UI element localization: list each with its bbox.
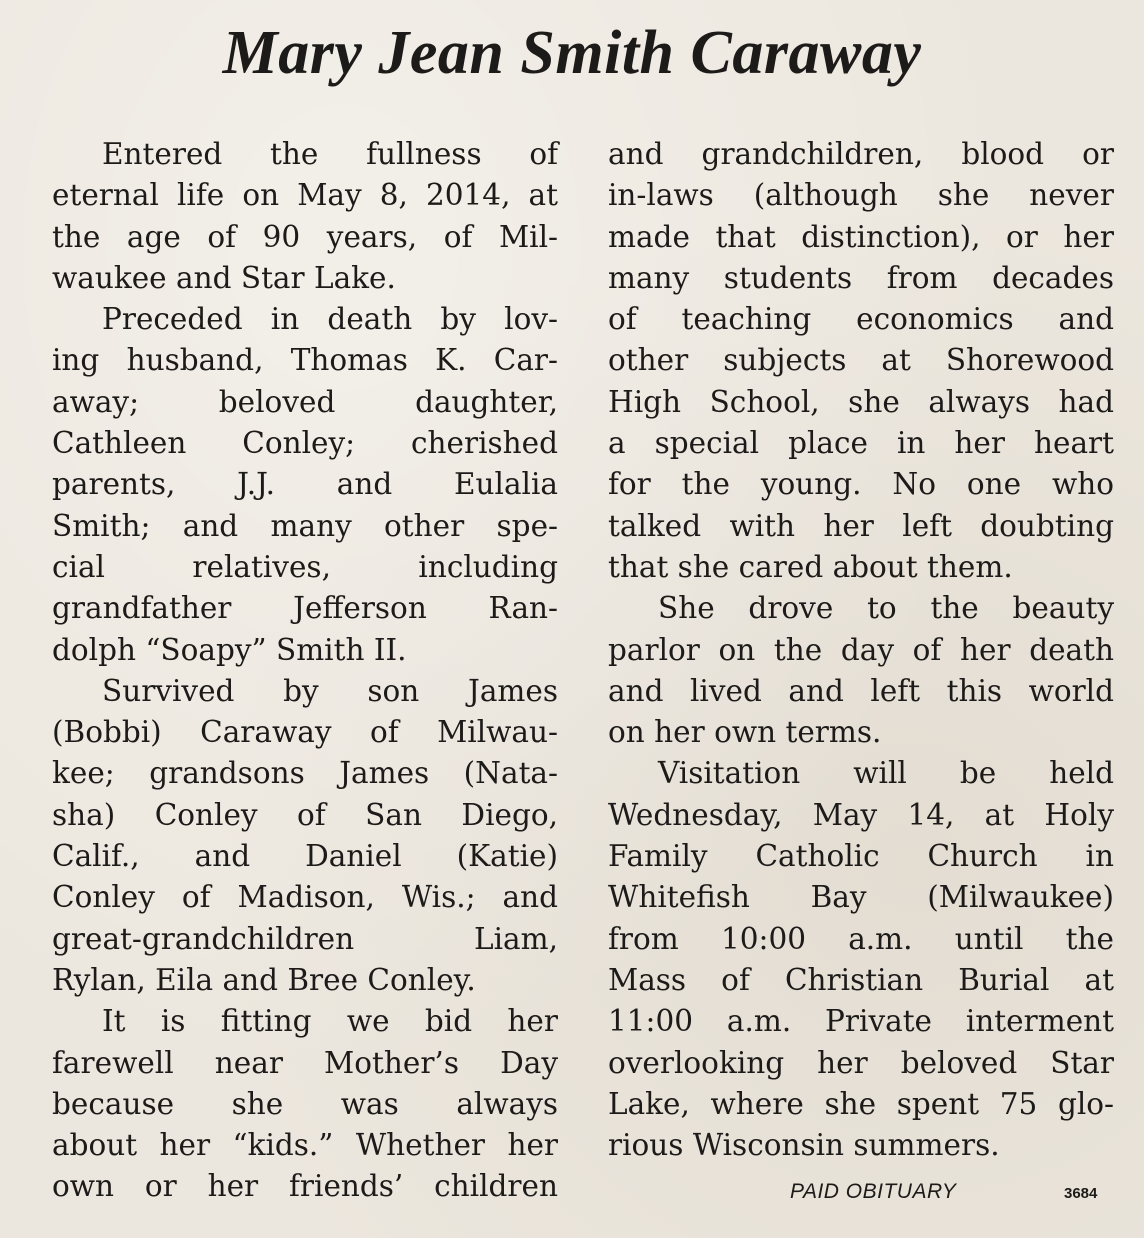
paragraph-line: and grandchildren, blood or xyxy=(608,137,1114,171)
paragraph-line: Rylan, Eila and Bree Conley. xyxy=(52,962,476,997)
paragraph-line: sha) Conley of San Diego, xyxy=(52,797,558,832)
right-column xyxy=(608,134,1114,1166)
paragraph-line: Calif., and Daniel (Katie) xyxy=(52,839,558,874)
paragraph-line: It is fitting we bid her xyxy=(102,1004,558,1039)
paragraph-line: farewell near Mother’s Day xyxy=(52,1045,558,1080)
paragraph-line: 11:00 a.m. Private interment xyxy=(608,1004,1114,1039)
paragraph-line: waukee and Star Lake. xyxy=(52,260,396,295)
obituary-title: Mary Jean Smith Caraway xyxy=(222,19,922,87)
paragraph-line: (Bobbi) Caraway of Milwau- xyxy=(52,715,558,750)
paragraph-line: other subjects at Shorewood xyxy=(608,343,1114,378)
paragraph-line: made that distinction), or her xyxy=(608,219,1114,254)
paragraph-line: a special place in her heart xyxy=(608,426,1114,461)
paragraph-line: Mass of Christian Burial at xyxy=(608,962,1114,997)
paragraph-line: Entered the fullness of xyxy=(102,137,558,171)
paragraph-line: on her own terms. xyxy=(608,715,882,750)
paragraph-line: ing husband, Thomas K. Car- xyxy=(52,343,558,378)
paragraph-line: Survived by son James xyxy=(102,673,558,708)
paragraph-line: Family Catholic Church in xyxy=(608,839,1114,874)
paragraph-line: eternal life on May 8, 2014, at xyxy=(52,178,558,213)
paragraph-line: cial relatives, including xyxy=(52,549,558,584)
paragraph-line: great-grandchildren Liam, xyxy=(52,921,558,956)
paragraph-line: dolph “Soapy” Smith II. xyxy=(52,632,407,667)
paragraph-line: talked with her left doubting xyxy=(608,508,1114,543)
paragraph-line: overlooking her beloved Star xyxy=(608,1045,1114,1080)
paragraph-line: parents, J.J. and Eulalia xyxy=(52,467,558,502)
paid-obituary-label: PAID OBITUARY xyxy=(790,1180,957,1203)
paragraph-line: parlor on the day of her death xyxy=(608,632,1114,667)
paragraph-line: that she cared about them. xyxy=(608,549,1013,584)
paragraph-line: grandfather Jefferson Ran- xyxy=(52,591,558,626)
left-column xyxy=(52,134,558,1208)
paragraph-line: away; beloved daughter, xyxy=(52,384,558,419)
paragraph-line: rious Wisconsin summers. xyxy=(608,1128,1000,1163)
paragraph-line: from 10:00 a.m. until the xyxy=(608,921,1114,956)
paragraph-line: the age of 90 years, of Mil- xyxy=(52,219,558,254)
paragraph-line: in-laws (although she never xyxy=(608,178,1114,213)
paragraph-line: Cathleen Conley; cherished xyxy=(52,426,558,461)
paragraph-line: Visitation will be held xyxy=(658,756,1114,791)
paragraph-line: own or her friends’ children xyxy=(52,1169,558,1204)
paragraph-line: for the young. No one who xyxy=(608,467,1114,502)
paragraph-line: Lake, where she spent 75 glo- xyxy=(608,1086,1114,1121)
paragraph-line: Whitefish Bay (Milwaukee) xyxy=(608,880,1114,915)
paragraph-line: of teaching economics and xyxy=(608,302,1114,337)
paragraph-line: about her “kids.” Whether her xyxy=(52,1128,558,1163)
ad-number: 3684 xyxy=(1064,1185,1098,1202)
paragraph-line: Wednesday, May 14, at Holy xyxy=(608,797,1114,832)
paragraph-line: because she was always xyxy=(52,1086,558,1121)
paragraph-line: Conley of Madison, Wis.; and xyxy=(52,880,558,915)
paragraph-line: many students from decades xyxy=(608,260,1114,295)
paragraph-line: Preceded in death by lov- xyxy=(102,302,558,337)
paragraph-line: and lived and left this world xyxy=(608,673,1114,708)
paragraph-line: kee; grandsons James (Nata- xyxy=(52,756,558,791)
paragraph-line: She drove to the beauty xyxy=(658,591,1114,626)
paragraph-line: Smith; and many other spe- xyxy=(52,508,558,543)
obituary-footer xyxy=(0,1180,1144,1210)
paragraph-line: High School, she always had xyxy=(608,384,1114,419)
